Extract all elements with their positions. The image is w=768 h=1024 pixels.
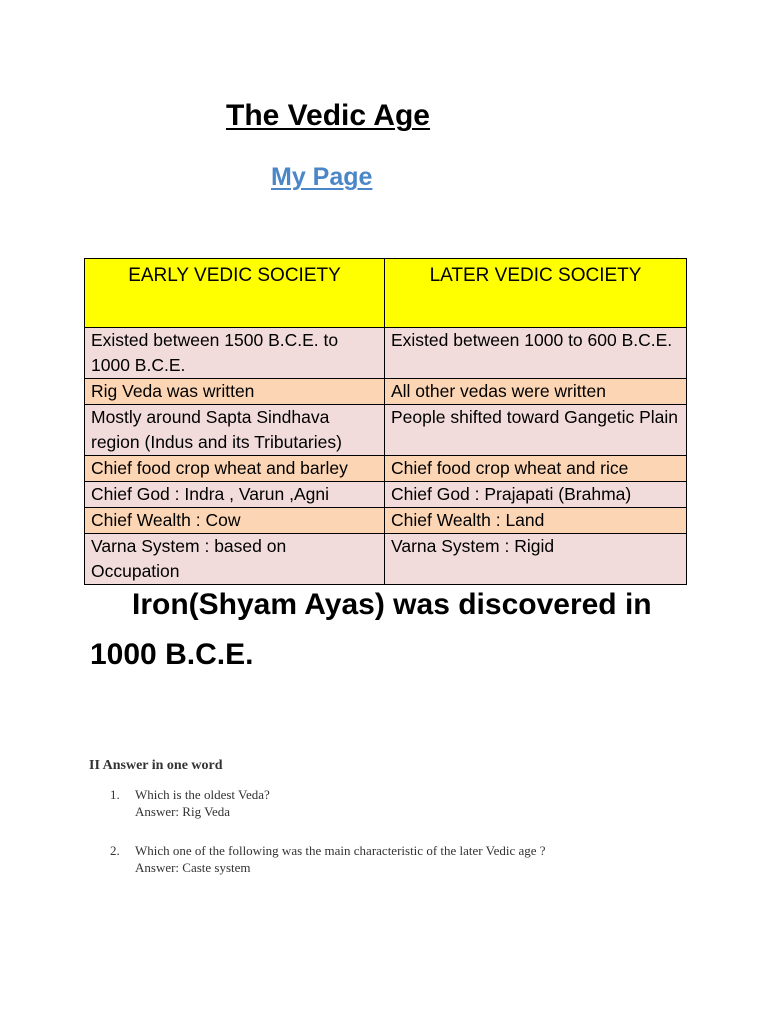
table-cell: Chief food crop wheat and rice <box>385 456 687 482</box>
list-item <box>110 786 546 820</box>
table-cell: All other vedas were written <box>385 379 687 405</box>
answer-text: Answer: Caste system <box>135 860 251 875</box>
table-cell: Chief food crop wheat and barley <box>85 456 385 482</box>
answer-text: Answer: Rig Veda <box>135 804 231 819</box>
vedic-comparison-table <box>84 258 687 585</box>
header-early-vedic: EARLY VEDIC SOCIETY <box>85 259 385 328</box>
qa-list <box>110 786 546 898</box>
my-page-link[interactable]: My Page <box>271 163 373 191</box>
table-row <box>85 482 687 508</box>
header-later-vedic: LATER VEDIC SOCIETY <box>385 259 687 328</box>
table-cell: Chief Wealth : Land <box>385 508 687 534</box>
table-cell: Varna System : Rigid <box>385 534 687 585</box>
table-cell: Chief Wealth : Cow <box>85 508 385 534</box>
table-cell: Chief God : Indra , Varun ,Agni <box>85 482 385 508</box>
iron-discovery-statement: Iron(Shyam Ayas) was discovered in 1000 B.C.E. <box>90 588 652 671</box>
page-title: The Vedic Age <box>226 99 430 132</box>
table-row <box>85 379 687 405</box>
table-cell: Mostly around Sapta Sindhava region (Indus and its Tributaries) <box>85 405 385 456</box>
table-header-row <box>85 259 687 328</box>
table-row <box>85 456 687 482</box>
table-row <box>85 534 687 585</box>
table-cell: Existed between 1000 to 600 B.C.E. <box>385 328 687 379</box>
table-row <box>85 328 687 379</box>
table-cell: Chief God : Prajapati (Brahma) <box>385 482 687 508</box>
table-row <box>85 405 687 456</box>
table-cell: Rig Veda was written <box>85 379 385 405</box>
question-text: Which one of the following was the main characteristic of the later Vedic age ? <box>135 843 546 858</box>
table-cell: Existed between 1500 B.C.E. to 1000 B.C.E. <box>85 328 385 379</box>
list-item <box>110 842 546 876</box>
table-row <box>85 508 687 534</box>
qa-section-heading: II Answer in one word <box>89 758 223 773</box>
question-text: Which is the oldest Veda? <box>135 787 270 802</box>
question-number: 2. <box>110 843 120 858</box>
table-cell: Varna System : based on Occupation <box>85 534 385 585</box>
question-number: 1. <box>110 787 120 802</box>
table-cell: People shifted toward Gangetic Plain <box>385 405 687 456</box>
